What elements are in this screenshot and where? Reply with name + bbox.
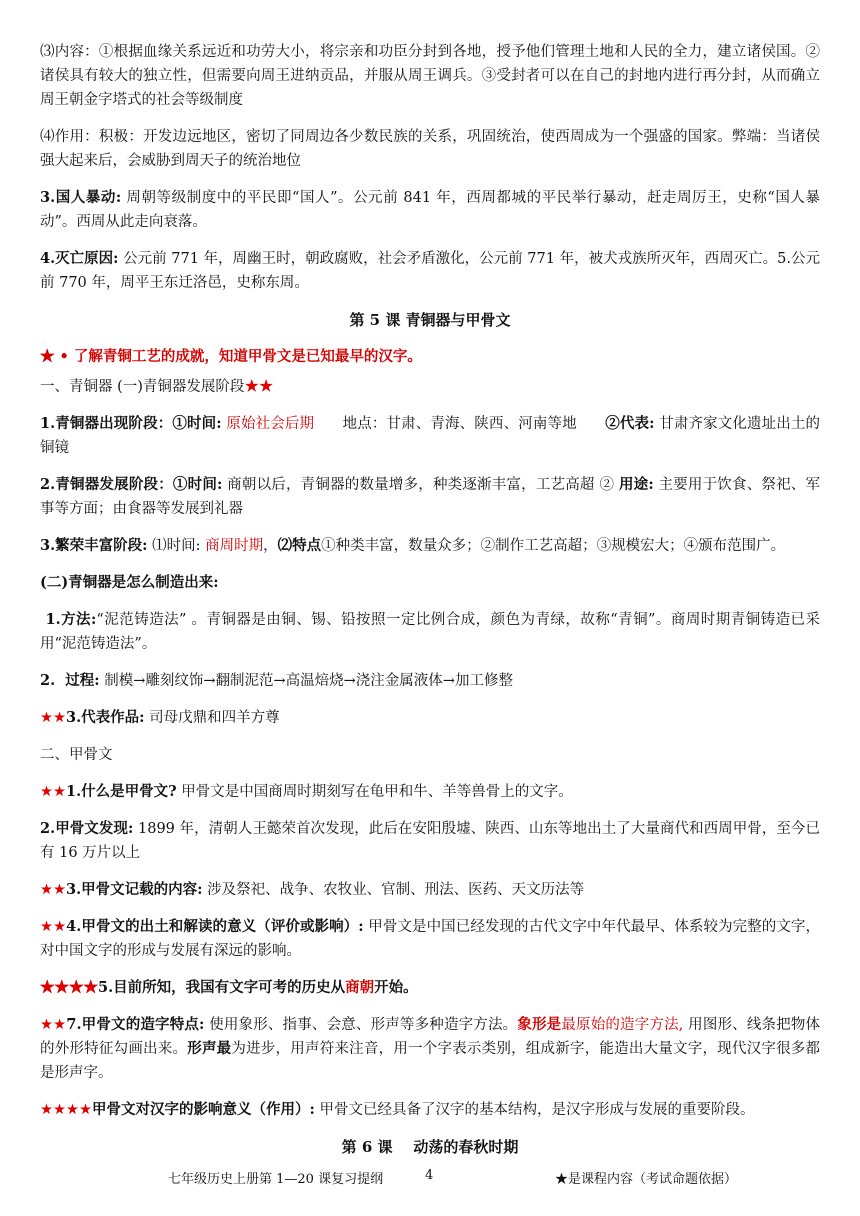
paragraph-oracle-features [40,1013,820,1085]
paragraph-bronze-stage1 [40,412,820,460]
method-label: 1.方法: [40,611,97,628]
stage1-time: 原始社会后期 [226,416,315,432]
stage2-use-label: 用途: [618,476,654,493]
stage1-label: 1.青铜器出现阶段：①时间: [40,415,222,432]
oracle-features-red1: 象形是 [517,1016,562,1033]
works-text: 司母戊鼎和四羊方尊 [144,710,280,726]
star-rating: ★★ [40,882,66,898]
oracle-history-tail: 开始。 [374,979,418,996]
oracle-features-text2: 用图形、线条把物体的外形特征勾画出来。 [40,1017,821,1057]
stage3-time: 商周时期 [200,538,264,554]
paragraph-oracle-what [40,780,820,804]
paragraph-effect [40,125,820,173]
stage3-label: 3.繁荣丰富阶段: [40,537,148,554]
stage1-place: 地点：甘肃、青海、陕西、河南等地 [314,416,606,432]
star-rating: ★★ [40,710,66,726]
stage3-feat-label: ⑵特点 [277,537,322,554]
lesson5-title: 第 5 课 青铜器与甲骨文 [349,311,511,329]
oracle-history-label: 5.目前所知，我国有文字可考的历史从 [98,979,346,996]
fall-text: 公元前 771 年，周幽王时，朝政腐败，社会矛盾激化，公元前 771 年，被犬戎族所灭年，西周灭亡。5.公元前 770 年，周平王东迁洛邑，史称东周。 [40,251,820,291]
document-page [40,40,820,1159]
paragraph-oracle-influence [40,1098,820,1122]
oracle-significance-label: 4.甲骨文的出土和解读的意义（评价或影响）: [66,918,364,935]
star-rating: ★★ [244,379,274,395]
star-rating: ★★ [40,919,67,935]
stage2-text: 商朝以后，青铜器的数量增多，种类逐渐丰富，工艺高超 ② [222,477,619,493]
footer-note: ★是课程内容（考试命题依据） [555,1172,738,1187]
section-bronze [40,375,820,399]
stage2-use: 主要用于饮食、祭祀、军事等方面；由食器等发展到礼器 [40,477,820,517]
stage3-comma: ， [263,538,278,554]
section-bronze-text: 一、青铜器 (一)青铜器发展阶段 [40,379,245,395]
learning-goal: ★ • 了解青铜工艺的成就，知道甲骨文是已知最早的汉字。 [40,348,422,365]
oracle-influence-text: 甲骨文已经具备了汉字的基本结构，是汉字形成与发展的重要阶段。 [314,1102,755,1118]
page-number: 4 [425,1168,434,1183]
footer-title: 七年级历史上册第 1—20 课复习提纲 [168,1172,384,1187]
paragraph-bronze-stage3 [40,534,820,558]
star-rating: ★★ [40,1017,67,1033]
page-footer [0,1168,860,1188]
section-casting: (二)青铜器是怎么制造出来: [40,574,219,591]
stage2-label: 2.青铜器发展阶段：①时间: [40,476,223,493]
guoren-label: 3.国人暴动: [40,189,122,206]
paragraph-works [40,706,820,730]
star-rating: ★★★★ [40,979,98,996]
oracle-features-text3: 为进步，用声符来注音，用一个字表示类别，组成新字，能造出大量文字，现代汉字很多都是形声字。 [40,1041,821,1081]
star-rating: ★★★★ [40,1102,92,1118]
paragraph-process [40,669,820,693]
oracle-history-dynasty: 商朝 [345,979,375,996]
oracle-features-label: 7.甲骨文的造字特点: [66,1016,205,1033]
paragraph-oracle-discovery [40,817,820,865]
method-text: “泥范铸造法” 。青铜器是由铜、锡、铅按照一定比例合成，颜色为青绿，故称“青铜”。商周时期青铜铸造已采用“泥范铸造法”。 [40,612,820,652]
oracle-influence-label: 甲骨文对汉字的影响意义（作用）: [92,1101,315,1118]
paragraph-oracle-significance [40,915,820,963]
oracle-features-red2: 最原始的造字方法, [561,1017,684,1033]
lesson6-title: 第 6 课 动荡的春秋时期 [341,1138,519,1156]
process-label: 2. 过程: [40,672,100,689]
oracle-content-text: 涉及祭祀、战争、农牧业、官制、刑法、医药、天文历法等 [202,882,585,898]
stage1-rep: 甘肃齐家文化遗址出土的铜镜 [40,416,821,456]
paragraph-bronze-stage2 [40,473,820,521]
process-text: 制模→雕刻纹饰→翻制泥范→高温焙烧→浇注金属液体→加工修整 [99,673,513,689]
oracle-significance-text: 甲骨文是中国已经发现的古代文字中年代最早、体系较为完整的文字，对中国文字的形成与发展有深远的影响。 [40,919,821,959]
paragraph-oracle-content [40,878,820,902]
star-rating: ★★ [40,784,66,800]
section-oracle: 二、甲骨文 [40,747,113,763]
paragraph-method [40,608,820,656]
stage3-feat: ①种类丰富，数量众多；②制作工艺高超；③规模宏大；④颁布范围广。 [321,538,786,554]
paragraph-fall [40,247,820,295]
oracle-discovery-label: 2.甲骨文发现: [40,820,134,837]
paragraph-guoren [40,186,820,234]
guoren-text: 周朝等级制度中的平民即“国人”。公元前 841 年，西周都城的平民举行暴动，赶走周厉王，史称“国人暴动”。西周从此走向衰落。 [40,190,820,230]
paragraph-oracle-history [40,976,820,1000]
oracle-features-text1: 使用象形、指事、会意、形声等多种造字方法。 [204,1017,518,1033]
works-label: 3.代表作品: [66,709,145,726]
paragraph-content [40,40,820,112]
content-text: ⑶内容：①根据血缘关系远近和功劳大小，将宗亲和功臣分封到各地，授予他们管理土地和人民的全力，建立诸侯国。②诸侯具有较大的独立性，但需要向周王进纳贡品，并服从周王调兵。③受封者可以在自己的封地内进行再分封，从而确立周王朝金字塔式的社会等级制度 [40,44,820,108]
oracle-what-text: 甲骨文是中国商周时期刻写在龟甲和牛、羊等兽骨上的文字。 [176,784,573,800]
effect-text: ⑷作用：积极：开发边远地区，密切了同周边各少数民族的关系，巩固统治，使西周成为一个强盛的国家。弊端：当诸侯强大起来后，会威胁到周天子的统治地位 [40,129,820,169]
oracle-discovery-text: 1899 年，清朝人王懿荣首次发现，此后在安阳殷墟、陕西、山东等地出土了大量商代和西周甲骨，至今已有 16 万片以上 [40,821,820,861]
oracle-content-label: 3.甲骨文记载的内容: [66,881,203,898]
stage3-time-label: ⑴时间: [147,538,201,554]
fall-label: 4.灭亡原因: [40,250,119,267]
oracle-what-label: 1.什么是甲骨文? [66,783,177,800]
oracle-features-bold2: 形声最 [187,1040,232,1057]
stage1-rep-label: ②代表: [605,415,655,432]
